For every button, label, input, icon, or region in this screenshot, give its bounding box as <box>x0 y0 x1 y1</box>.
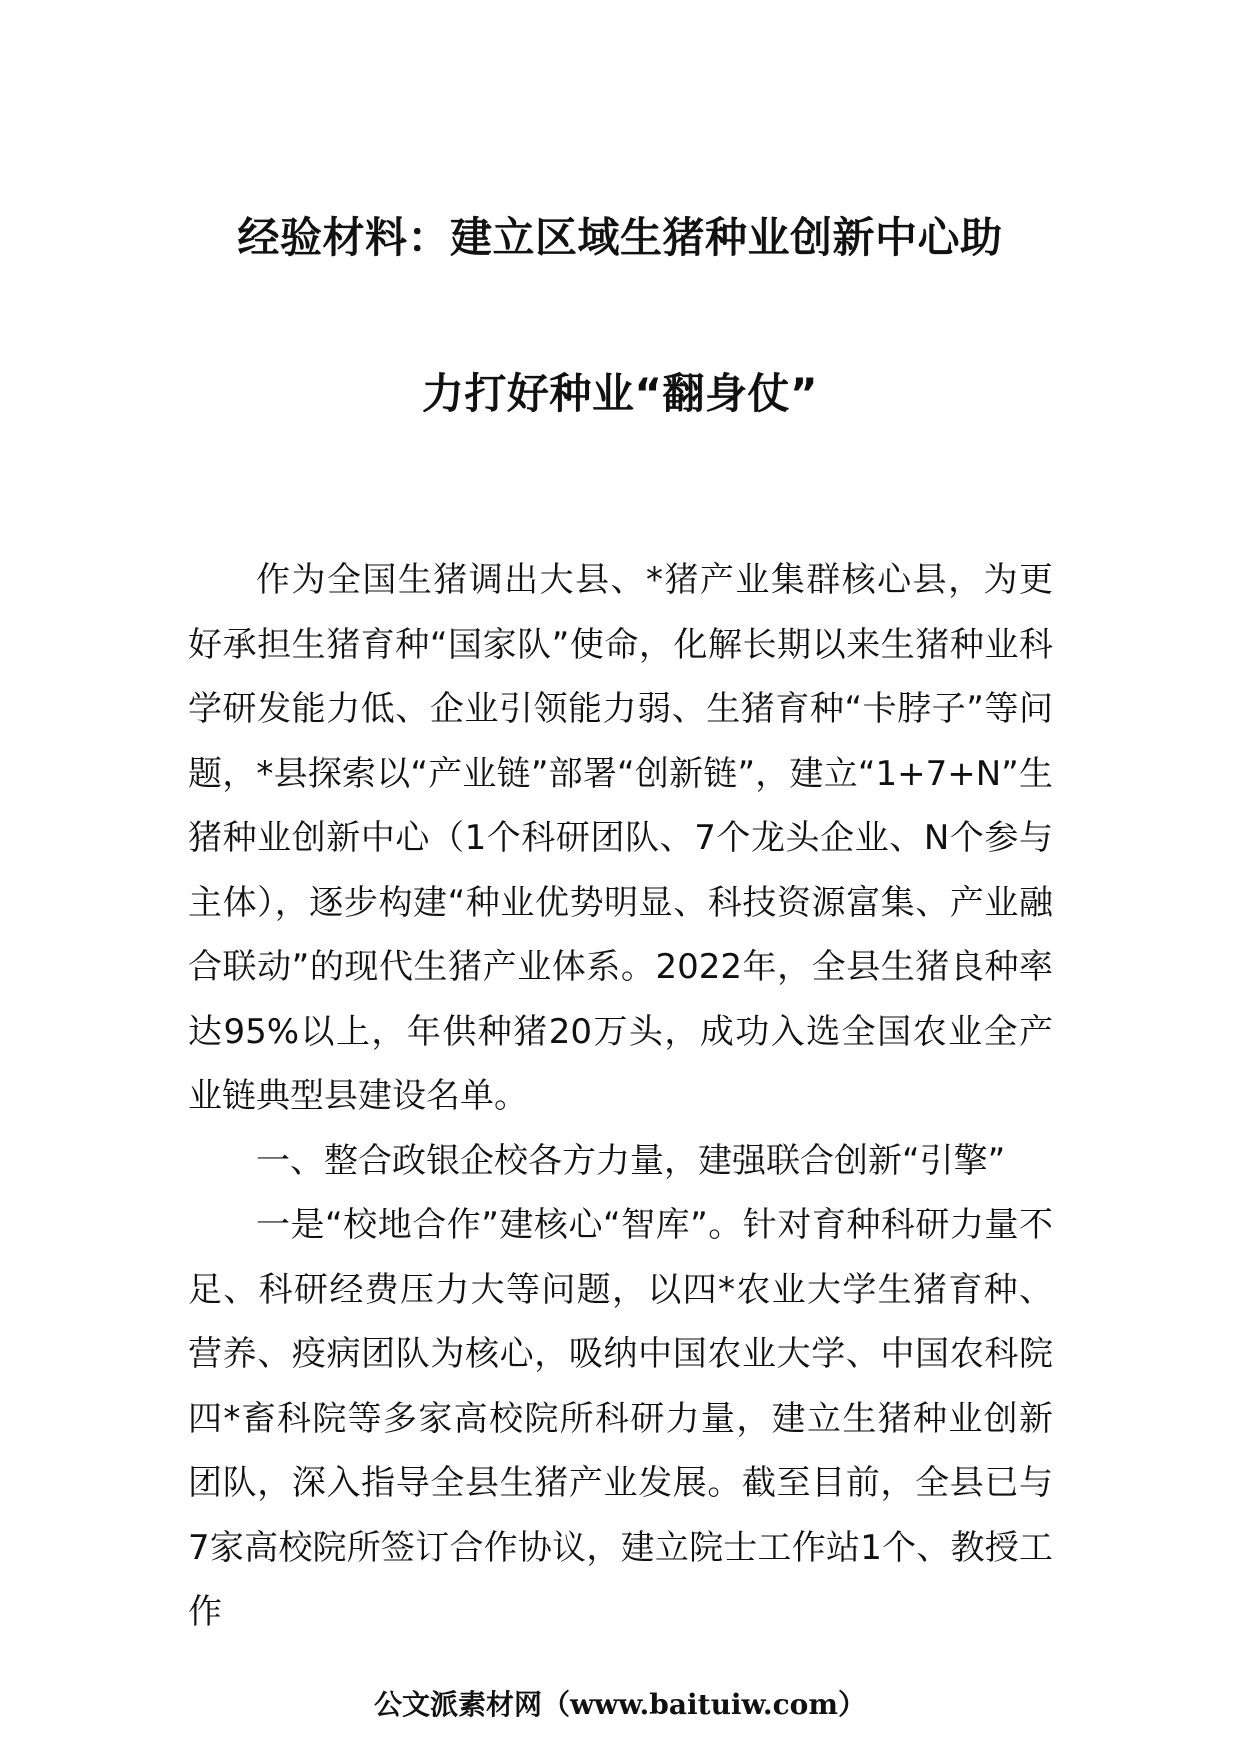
document-body <box>188 548 1053 1645</box>
paragraph-intro: 作为全国生猪调出大县、*猪产业集群核心县，为更好承担生猪育种“国家队”使命，化解长期以来生猪种业科学研发能力低、企业引领能力弱、生猪育种“卡脖子”等问题，*县探索以“产业链”部署“创新链”，建立“1+7+N”生猪种业创新中心（1个科研团队、7个龙头企业、N个参与主体），逐步构建“种业优势明显、科技资源富集、产业融合联动”的现代生猪产业体系。2022年，全县生猪良种率达95%以上，年供种猪20万头，成功入选全国农业全产业链典型县建设名单。 <box>188 560 1053 1116</box>
section-heading-1: 一、整合政银企校各方力量，建强联合创新“引擎” <box>256 1140 1006 1181</box>
footer-watermark-text: 公文派素材网（www.baituiw.com） <box>374 1688 866 1721</box>
document-title-line-2: 力打好种业“翻身仗” <box>421 369 819 418</box>
paragraph-section-1-point-1: 一是“校地合作”建核心“智库”。针对育种科研力量不足、科研经费压力大等问题，以四*农业大学生猪育种、营养、疫病团队为核心，吸纳中国农业大学、中国农科院四*畜科院等多家高校院所科研力量，建立生猪种业创新团队，深入指导全县生猪产业发展。截至目前，全县已与7家高校院所签订合作协议，建立院士工作站1个、教授工作 <box>188 1205 1053 1632</box>
document-title-line-1: 经验材料：建立区域生猪种业创新中心助 <box>237 213 1003 262</box>
